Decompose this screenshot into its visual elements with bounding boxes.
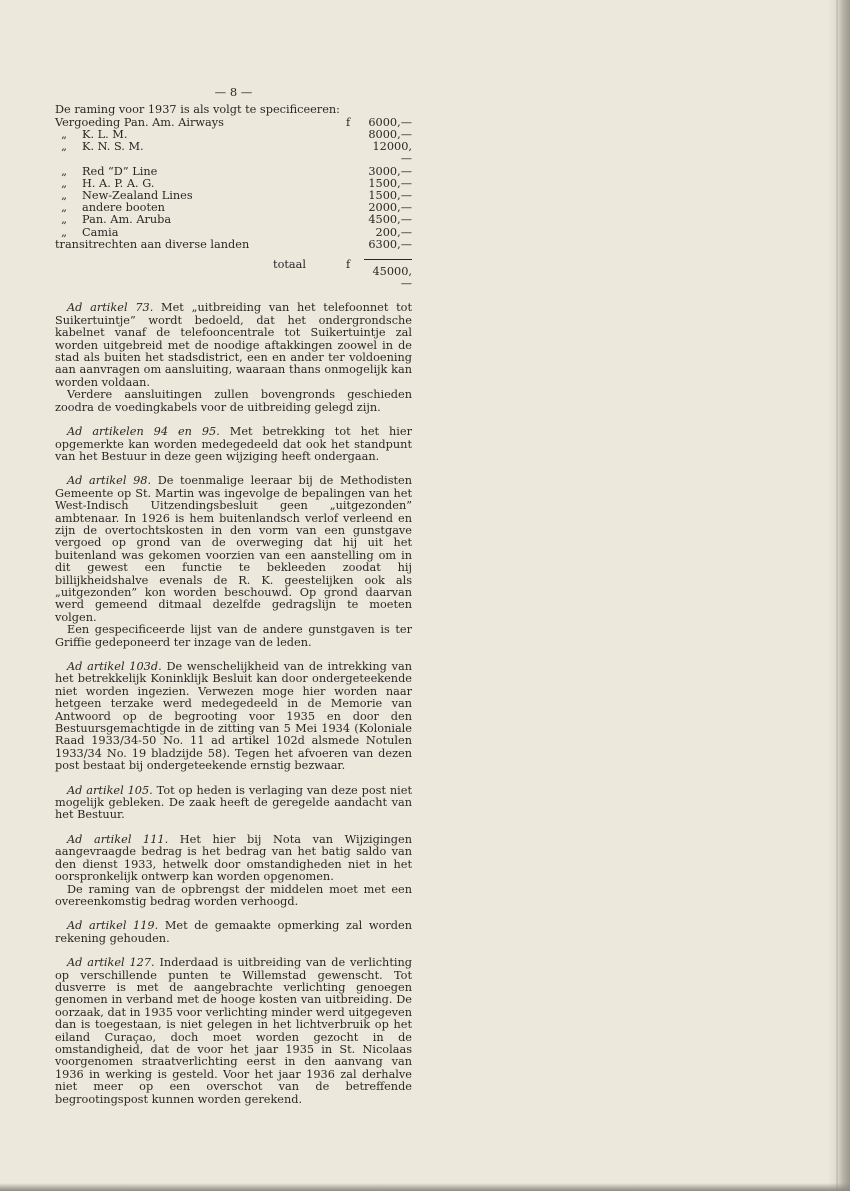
cost-row-currency [346,214,364,226]
article-text: Met betrekking tot het hier opgemerkte kan worden medegedeeld dat ook het standpunt van het Bestuur in deze geen wijziging heeft ondergaan. [55,425,412,463]
cost-row-label: transitrechten aan diverse landen [55,237,250,251]
cost-row [55,141,412,165]
article-paragraph [55,475,412,624]
document-text [55,86,412,1106]
cost-row [55,214,412,226]
article-ref: Ad artikel 103d. [67,660,162,674]
article-text: Verdere aansluitingen zullen bovengronds geschieden zoodra de voedingkabels voor de uitbreiding gelegd zijn. [55,388,412,414]
article-ref: Ad artikel 73. [67,301,154,315]
cost-row-amount: 6300,— [368,237,412,251]
cost-row [55,166,412,178]
cost-row-label: andere booten [82,201,165,215]
cost-row-amount: 12000,— [372,140,412,166]
article-paragraph [55,920,412,945]
total-label: totaal [273,258,306,272]
cost-row-currency: f [346,115,351,129]
cost-row-ditto: „ [61,189,67,203]
cost-row-amount: 200,— [375,225,412,239]
article-ref: Ad artikel 98. [67,474,152,488]
article-section [55,426,412,463]
cost-row-ditto: „ [61,164,67,178]
article-paragraph [55,426,412,463]
cost-row-currency [346,166,364,178]
total-rule [364,259,412,260]
page-bottom-shadow [0,1183,850,1191]
total-row [55,251,412,290]
article-section [55,957,412,1106]
article-ref: Ad artikel 127. [67,956,155,970]
cost-row-amount: 6000,— [368,115,412,129]
cost-row-label: Camia [82,225,119,239]
article-paragraph [55,389,412,414]
cost-row-currency [346,178,364,190]
article-section [55,475,412,649]
article-section [55,302,412,414]
cost-row-label: H. A. P. A. G. [82,176,155,190]
total-amount-value: 45000,— [372,265,412,291]
cost-row-currency [346,239,364,251]
page-number: — 8 — [214,85,253,99]
article-text: De toenmalige leeraar bij de Methodisten Gemeente op St. Martin was ingevolge de bepalingen van het West-Indisch Uitzendingsbesluit geen „uitgezonden” ambtenaar. In 1926 is hem buitenlandsch verlof verleend en zijn de overtochtskosten in den vorm van een gunstgave vergoed op grond van de overweging dat hij uit het buitenland was gekomen voorzien van een aanstelling om in dit gewest een functie te bekleeden zoodat hij billijkheidshalve evenals de R. K. geestelijken ook als „uitgezonden” kon worden beschouwd. Op grond daarvan werd gemeend ditmaal dezelfde gedragslijn te moeten volgen. [55,474,412,624]
article-text: De raming van de opbrengst der middelen moet met een overeenkomstig bedrag worden verhoogd. [55,882,412,908]
article-paragraph [55,302,412,389]
article-section [55,785,412,822]
article-text: Met de gemaakte opmerking zal worden rekening gehouden. [55,919,412,945]
article-text: Het hier bij Nota van Wijzigingen aangevraagde bedrag is het bedrag van het batig saldo van den dienst 1933, hetwelk door omstandigheden niet in het oorspronkelijk ontwerp kan worden opgenomen. [55,832,412,884]
article-paragraph [55,834,412,884]
article-section [55,661,412,773]
cost-row-label: New-Zealand Lines [82,189,193,203]
article-text: Met „uitbreiding van het telefoonnet tot Suikertuintje” wordt bedoeld, dat het ondergrondsche kabelnet vanaf de telefooncentrale tot Suikertuintje zal worden uitgebreid met de noodige aftakkingen zoowel in de stad als buiten het stadsdistrict, een en ander ter voldoening aan aanvragen om aansluiting, waaraan thans onmogelijk kan worden voldaan. [55,301,412,389]
article-ref: Ad artikel 105. [67,783,153,797]
cost-row-amount: 2000,— [368,201,412,215]
cost-row-label: Red “D” Line [82,164,158,178]
cost-row-amount: 8000,— [368,128,412,142]
cost-row-ditto: „ [61,213,67,227]
cost-row-currency [346,190,364,202]
cost-row-currency [346,141,364,165]
cost-row-ditto: „ [61,128,67,142]
cost-row-label: K. N. S. M. [82,140,144,154]
cost-row-amount: 3000,— [368,164,412,178]
cost-row-ditto: „ [61,176,67,190]
cost-row-amount: 4500,— [368,213,412,227]
article-section [55,834,412,908]
article-ref: Ad artikel 111. [67,832,169,846]
cost-row-label: Pan. Am. Aruba [82,213,172,227]
total-currency: f [346,258,351,272]
cost-row-currency [346,227,364,239]
cost-row-ditto: „ [61,225,67,239]
cost-row-currency [346,129,364,141]
cost-row-currency [346,202,364,214]
cost-row [55,239,412,251]
article-text: Inderdaad is uitbreiding van de verlichting op verschillende punten te Willemstad gewenscht. Tot dusverre is met de aangebrachte verlichting genoegen genomen in verband met de hooge kosten van uitbreiding. De oorzaak, dat in 1935 voor verlichting minder werd uitgegeven dan is toegestaan, is niet gelegen in het lichtverbruik op het eiland Curaçao, doch moet worden gezocht in de omstandigheid, dat de voor het jaar 1935 in St. Nicolaas voorgenomen straatverlichting eerst in den aanvang van 1936 in werking is gesteld. Voor het jaar 1936 zal derhalve niet meer op een overschot van de betreffende begrootingspost kunnen worden gerekend. [55,956,412,1106]
cost-row-amount: 1500,— [368,176,412,190]
article-text: Een gespecificeerde lijst van de andere gunstgaven is ter Griffie gedeponeerd ter inzage van de leden. [55,623,412,649]
article-text: De wenschelijkheid van de intrekking van het betrekkelijk Koninklijk Besluit kan door ondergeteekende niet worden ingezien. Verwezen moge hier worden naar hetgeen terzake werd medegedeeld in de Memorie van Antwoord op de begrooting voor 1935 en door den Bestuursgemachtigde in de zitting van 5 Mei 1934 (Koloniale Raad 1933/34-50 No. 11 ad artikel 102d alsmede Notulen 1933/34 No. 19 bladzijde 58). Tegen het afvoeren van dezen post bestaat bij ondergeteekende ernstig bezwaar. [55,660,413,773]
article-paragraph [55,884,412,909]
total-amount [364,251,412,290]
article-ref: Ad artikel 119. [67,919,159,933]
cost-row-amount: 1500,— [368,189,412,203]
intro-line: De raming voor 1937 is als volgt te specificeeren: [55,103,340,117]
page-edge-shadow [828,0,850,1191]
article-paragraph [55,624,412,649]
cost-table [55,117,412,291]
article-paragraph [55,785,412,822]
article-paragraph [55,957,412,1106]
article-section [55,920,412,945]
cost-row-label: Vergoeding Pan. Am. Airways [55,115,224,129]
article-paragraph [55,661,412,773]
cost-row-ditto: „ [61,201,67,215]
cost-row-ditto: „ [61,140,67,154]
cost-row [55,227,412,239]
cost-row-label: K. L. M. [82,128,128,142]
article-ref: Ad artikelen 94 en 95. [67,425,220,439]
article-text: Tot op heden is verlaging van deze post niet mogelijk gebleken. De zaak heeft de geregelde aandacht van het Bestuur. [55,783,412,822]
sections [55,302,412,1106]
